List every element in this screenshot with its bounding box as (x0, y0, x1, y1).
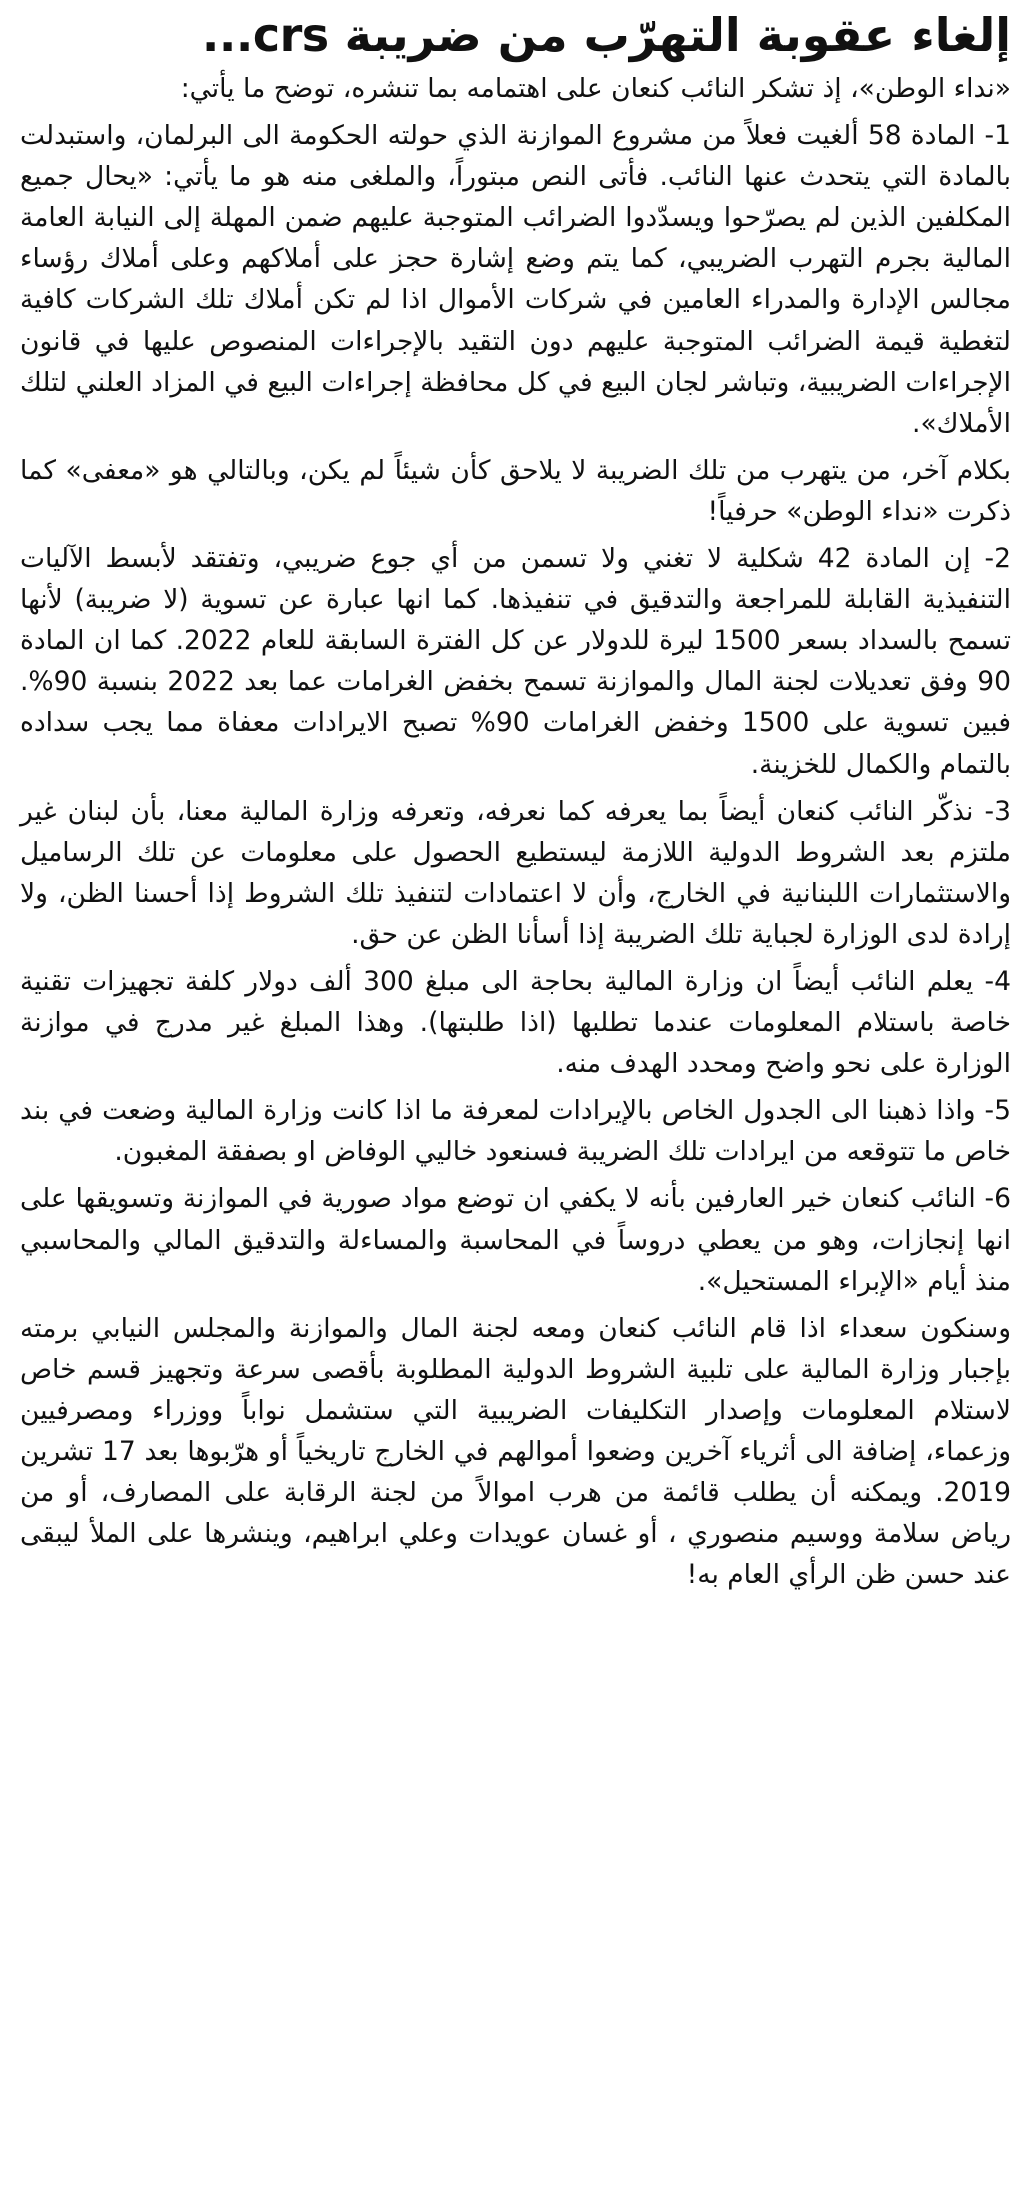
article-body (20, 68, 1011, 1595)
conclusion-paragraph: وسنكون سعداء اذا قام النائب كنعان ومعه لجنة المال والموازنة والمجلس النيابي برمته بإجبار وزارة المالية على تلبية الشروط الدولية المطلوبة بأقصى سرعة وتجهيز قسم خاص لاستلام المعلومات وإصدار التكليفات الضريبية التي ستشمل نواباً ووزراء ومصرفيين وزعماء، إضافة الى أثرياء آخرين وضعوا أموالهم في الخارج تاريخياً أو هرّبوها بعد 17 تشرين 2019. ويمكنه أن يطلب قائمة من هرب اموالاً من لجنة الرقابة على المصارف، أو من رياض سلامة ووسيم منصوري ، أو غسان عويدات وعلي ابراهيم، وينشرها على الملأ ليبقى عند حسن ظن الرأي العام به! (20, 1312, 1012, 1591)
intro-paragraph: «نداء الوطن»، إذ تشكر النائب كنعان على اهتمامه بما تنشره، توضح ما يأتي: (180, 73, 1011, 104)
point-2-paragraph: 2- إن المادة 42 شكلية لا تغني ولا تسمن من أي جوع ضريبي، وتفتقد لأبسط الآليات التنفيذية القابلة للمراجعة والتدقيق في تنفيذها. كما انها عبارة عن تسوية (لا ضريبة) لأنها تسمح بالسداد بسعر 1500 ليرة للدولار عن كل الفترة السابقة للعام 2022. كما ان المادة 90 وفق تعديلات لجنة المال والموازنة تسمح بخفض الغرامات عما بعد 2022 بنسبة 90%. فبين تسوية على 1500 وخفض الغرامات 90% تصبح الايرادات معفاة مما يجب سداده بالتمام والكمال للخزينة. (20, 543, 1012, 780)
point-6-paragraph: 6- النائب كنعان خير العارفين بأنه لا يكفي ان توضع مواد صورية في الموازنة وتسويقها على انها إنجازات، وهو من يعطي دروساً في المحاسبة والمساءلة والتدقيق المالي والمحاسبي منذ أيام «الإبراء المستحيل». (20, 1183, 1011, 1297)
point-5-paragraph: 5- واذا ذهبنا الى الجدول الخاص بالإيرادات لمعرفة ما اذا كانت وزارة المالية وضعت في بند خاص ما تتوقعه من ايرادات تلك الضريبة فسنعود خاليي الوفاض او بصفقة المغبون. (20, 1095, 1011, 1168)
in-other-words-paragraph: بكلام آخر، من يتهرب من تلك الضريبة لا يلاحق كأن شيئاً لم يكن، وبالتالي هو «معفى» كما ذكرت «نداء الوطن» حرفياً! (20, 454, 1011, 527)
point-1-paragraph: 1- المادة 58 ألغيت فعلاً من مشروع الموازنة الذي حولته الحكومة الى البرلمان، واستبدلت بالمادة التي يتحدث عنها النائب. فأتى النص مبتوراً، والملغى منه هو ما يأتي: «يحال جميع المكلفين الذين لم يصرّحوا ويسدّدوا الضرائب المتوجبة عليهم ضمن المهلة إلى النيابة العامة المالية بجرم التهرب الضريبي، كما يتم وضع إشارة حجز على أملاكهم وعلى أملاك رؤساء مجالس الإدارة والمدراء العامين في شركات الأموال اذا لم تكن أملاك تلك الشركات كافية لتغطية قيمة الضرائب المتوجبة عليهم دون التقيد بالإجراءات المنصوص عليها في قانون الإجراءات الضريبية، وتباشر لجان البيع في كل محافظة إجراءات البيع في المزاد العلني لتلك الأملاك». (20, 120, 1011, 439)
article-headline: إلغاء عقوبة التهرّب من ضريبة crs... (201, 8, 1011, 62)
point-4-paragraph: 4- يعلم النائب أيضاً ان وزارة المالية بحاجة الى مبلغ 300 ألف دولار كلفة تجهيزات تقنية خاصة باستلام المعلومات عندما تطلبها (اذا طلبتها). وهذا المبلغ غير مدرج في موازنة الوزارة على نحو واضح ومحدد الهدف منه. (20, 965, 1011, 1080)
point-3-paragraph: 3- نذكّر النائب كنعان أيضاً بما يعرفه كما نعرفه، وتعرفه وزارة المالية معنا، بأن لبنان غير ملتزم بعد الشروط الدولية اللازمة ليستطيع الحصول على معلومات عن تلك الرساميل والاستثمارات اللبنانية في الخارج، وأن لا اعتمادات لتنفيذ تلك الشروط إذا أحسنا الظن، ولا إرادة لدى الوزارة لجباية تلك الضريبة إذا أسأنا الظن عن حق. (20, 795, 1011, 950)
